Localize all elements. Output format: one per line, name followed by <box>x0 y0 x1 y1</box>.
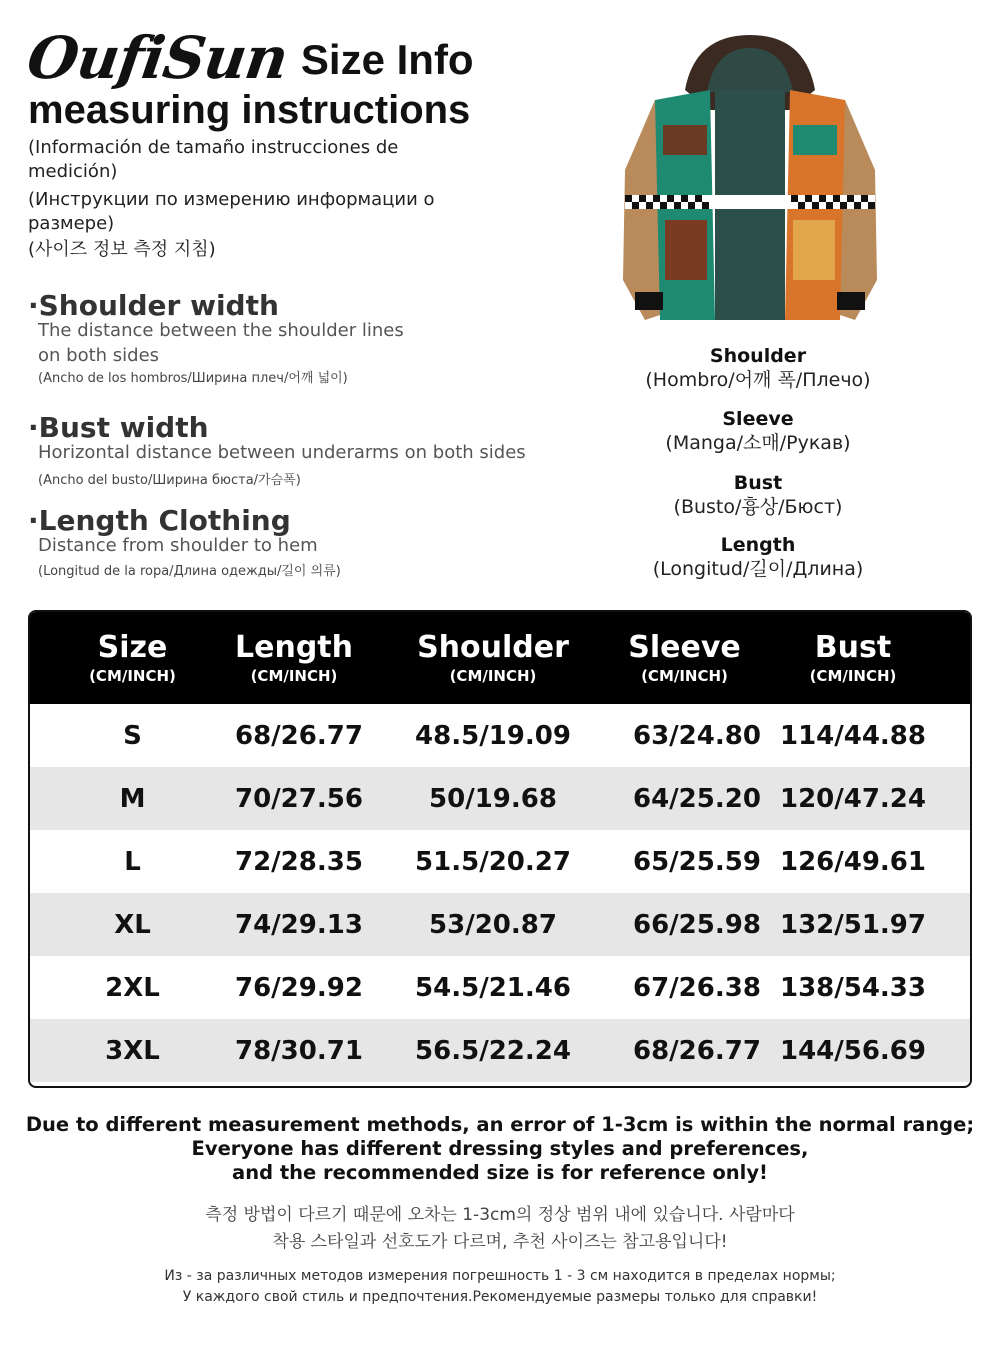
subtitle-korean: (사이즈 정보 측정 지침) <box>28 239 216 260</box>
header-label: Shoulder <box>417 630 569 665</box>
cell-length: 68/26.77 <box>235 720 363 751</box>
cell-shoulder: 53/20.87 <box>429 909 557 940</box>
legend-bust <box>600 471 916 520</box>
length-clothing-title: ·Length Clothing <box>28 504 291 537</box>
header-unit: (CM/INCH) <box>449 667 537 685</box>
cell-size: XL <box>114 909 151 940</box>
header-length <box>235 612 353 704</box>
cell-shoulder: 48.5/19.09 <box>415 720 571 751</box>
pattern-block <box>663 125 707 155</box>
cell-bust: 132/51.97 <box>779 909 926 940</box>
brand-logo: OufiSun <box>23 24 292 92</box>
header-unit: (CM/INCH) <box>641 667 728 685</box>
cell-length: 74/29.13 <box>235 909 363 940</box>
cell-shoulder: 50/19.68 <box>429 783 557 814</box>
cell-bust: 138/54.33 <box>779 972 926 1003</box>
legend-label: Bust <box>733 472 783 494</box>
bust-width-note: (Ancho del busto/Ширина бюста/가슴폭) <box>38 473 301 488</box>
legend-sleeve <box>600 407 916 456</box>
legend-translation: (Longitud/길이/Длина) <box>652 558 864 580</box>
shoulder-width-desc: The distance between the shoulder lines on both sides <box>38 320 404 366</box>
cell-size: 2XL <box>105 972 160 1003</box>
cell-sleeve: 68/26.77 <box>633 1035 761 1066</box>
pattern-block <box>793 125 837 155</box>
header-label: Length <box>235 630 353 665</box>
cell-sleeve: 66/25.98 <box>633 909 761 940</box>
cell-size: 3XL <box>105 1035 160 1066</box>
cell-bust: 120/47.24 <box>779 783 926 814</box>
disclaimer-line: and the recommended size is for reference only! <box>232 1161 768 1184</box>
pocket-left <box>665 220 707 280</box>
table-row <box>30 956 970 1019</box>
cell-sleeve: 64/25.20 <box>633 783 761 814</box>
header-bust <box>736 612 970 704</box>
disclaimer-russian <box>0 1266 1000 1308</box>
cell-bust: 114/44.88 <box>779 720 926 751</box>
legend-translation: (Hombro/어깨 폭/Плечо) <box>645 369 871 391</box>
header-sleeve <box>628 612 741 704</box>
table-row <box>30 704 970 767</box>
header-unit: (CM/INCH) <box>250 667 338 685</box>
cell-shoulder: 51.5/20.27 <box>415 846 571 877</box>
cell-size: S <box>123 720 142 751</box>
length-clothing-note: (Longitud de la ropa/Длина одежды/길이 의류) <box>38 564 341 579</box>
legend-length <box>600 533 916 582</box>
cell-shoulder: 54.5/21.46 <box>415 972 571 1003</box>
cell-length: 72/28.35 <box>235 846 363 877</box>
cell-length: 70/27.56 <box>235 783 363 814</box>
subtitle-spanish: (Información de tamaño instrucciones de medición) <box>28 137 399 182</box>
legend-label: Shoulder <box>709 345 807 367</box>
cell-shoulder: 56.5/22.24 <box>415 1035 571 1066</box>
hoodie-jacket-image <box>615 30 885 330</box>
cell-size: L <box>124 846 141 877</box>
subtitle-russian: (Инструкции по измерению информации о размере) <box>28 189 435 234</box>
cell-sleeve: 63/24.80 <box>633 720 761 751</box>
cell-length: 76/29.92 <box>235 972 363 1003</box>
table-row <box>30 893 970 956</box>
left-cuff <box>635 292 663 310</box>
disclaimer-line: Everyone has different dressing styles and preferences, <box>191 1137 809 1160</box>
bust-width-desc: Horizontal distance between underarms on both sides <box>38 442 526 463</box>
right-cuff <box>837 292 865 310</box>
bust-width-title: ·Bust width <box>28 411 209 444</box>
header-unit: (CM/INCH) <box>89 667 176 685</box>
disclaimer-line: 측정 방법이 다르기 때문에 오차는 1-3cm의 정상 범위 내에 있습니다. 사람마다 <box>205 1205 795 1225</box>
table-header <box>30 612 970 704</box>
cell-sleeve: 65/25.59 <box>633 846 761 877</box>
table-row <box>30 1019 970 1082</box>
disclaimer-line: 착용 스타일과 선호도가 다르며, 추천 사이즈는 참고용입니다! <box>272 1232 728 1252</box>
brand-header <box>23 18 474 92</box>
disclaimer-line: Due to different measurement methods, an error of 1-3cm is within the normal range; <box>25 1113 975 1136</box>
shoulder-width-title: ·Shoulder width <box>28 289 279 322</box>
cell-sleeve: 67/26.38 <box>633 972 761 1003</box>
header-label: Sleeve <box>628 630 741 665</box>
header-unit: (CM/INCH) <box>809 667 897 685</box>
disclaimer-line: У каждого свой стиль и предпочтения.Рекомендуемые размеры только для справки! <box>182 1289 818 1305</box>
header-size <box>30 612 235 704</box>
size-info-title: Size Info <box>300 36 474 83</box>
table-row <box>30 767 970 830</box>
header-shoulder <box>353 612 633 704</box>
pocket-right <box>793 220 835 280</box>
header-label: Size <box>97 630 168 665</box>
length-clothing-desc: Distance from shoulder to hem <box>38 535 318 556</box>
legend-label: Sleeve <box>722 408 794 430</box>
size-table <box>28 610 972 1088</box>
measuring-instructions-title: measuring instructions <box>28 88 471 132</box>
cell-length: 78/30.71 <box>235 1035 363 1066</box>
cell-bust: 144/56.69 <box>779 1035 926 1066</box>
disclaimer-korean <box>0 1202 1000 1256</box>
disclaimer-english <box>0 1113 1000 1185</box>
cell-bust: 126/49.61 <box>779 846 926 877</box>
legend-translation: (Manga/소매/Рукав) <box>665 432 851 454</box>
legend-translation: (Busto/흉상/Бюст) <box>673 496 843 518</box>
shoulder-width-note: (Ancho de los hombros/Ширина плеч/어깨 넓이) <box>38 371 348 386</box>
table-row <box>30 830 970 893</box>
legend-shoulder <box>600 344 916 393</box>
legend-label: Length <box>720 534 796 556</box>
header-label: Bust <box>814 630 892 665</box>
cell-size: M <box>119 783 146 814</box>
disclaimer-line: Из - за различных методов измерения погрешность 1 - 3 см находится в пределах нормы; <box>164 1268 836 1284</box>
